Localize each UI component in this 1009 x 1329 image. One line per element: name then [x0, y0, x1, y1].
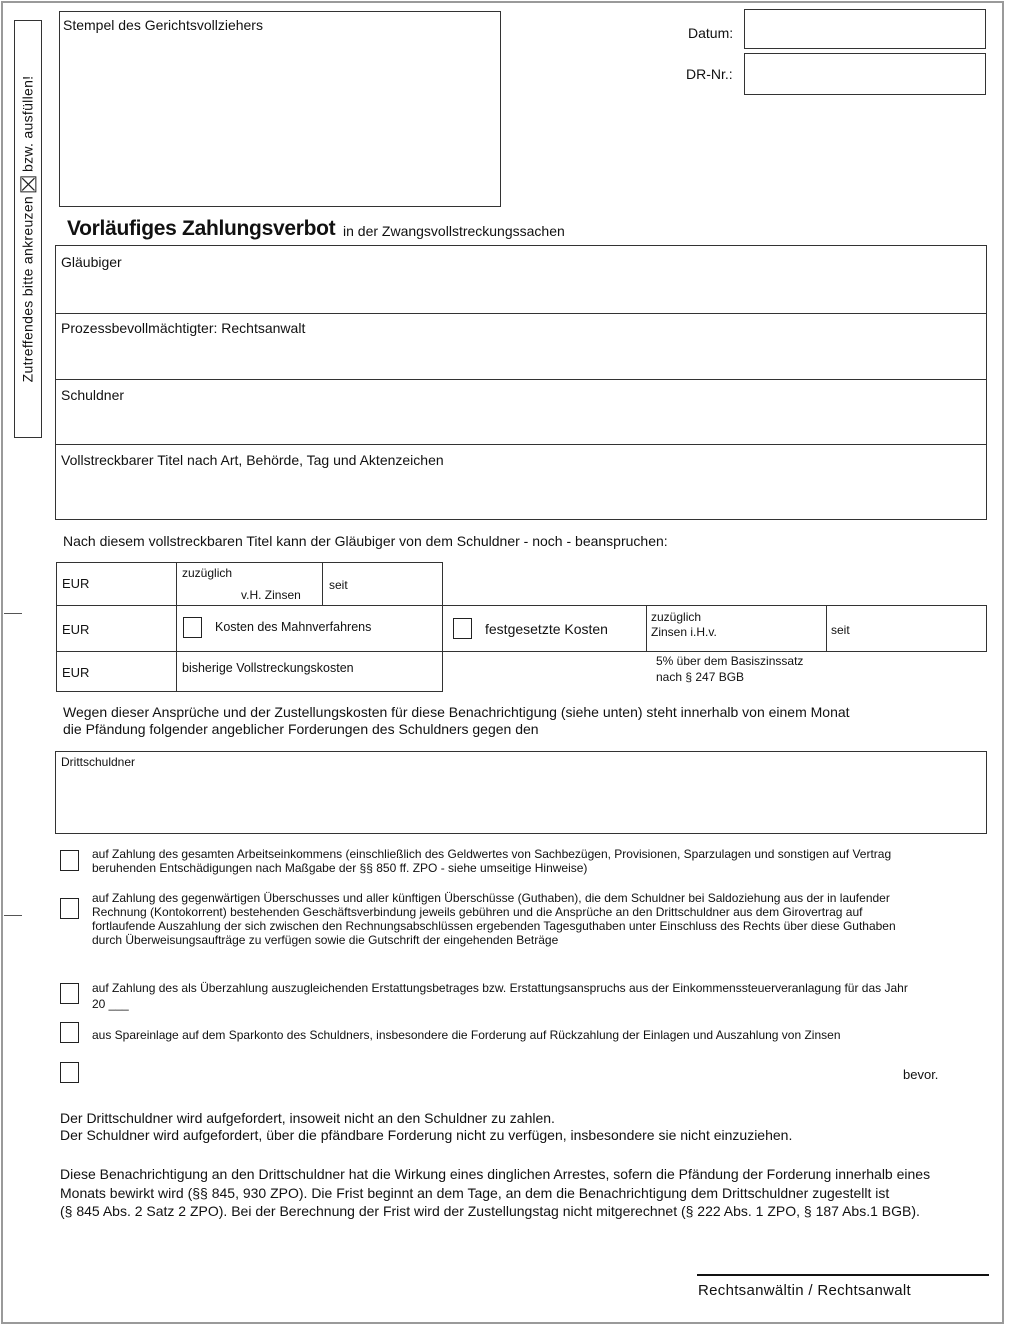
option-checkbox-steuererstattung[interactable]	[60, 983, 79, 1004]
effect-line-2: Monats bewirkt wird (§§ 845, 930 ZPO). Die Frist beginnt an dem Tage, an dem die Benachrichtigung dem Drittschuldner zugestellt ist	[60, 1185, 890, 1201]
option-spareinlage	[92, 1028, 992, 1042]
mahnverfahren-label: Kosten des Mahnverfahrens	[215, 620, 372, 634]
mahnverfahren-checkbox[interactable]	[183, 617, 202, 638]
zinsen-cell[interactable]	[176, 562, 323, 606]
eur-label-1: EUR	[62, 576, 90, 591]
datum-field[interactable]	[744, 9, 986, 49]
eur-label-3: EUR	[62, 665, 90, 680]
fold-mark	[4, 613, 22, 614]
datum-label: Datum:	[688, 25, 734, 41]
seit-label-1: seit	[329, 578, 348, 592]
option-checkbox-kontokorrent[interactable]	[60, 898, 79, 919]
effect-line-3: (§ 845 Abs. 2 Satz 2 ZPO). Bei der Berechnung der Frist wird der Zustellungstag nicht mitgerechnet (§ 222 Abs. 1 ZPO, § 187 Abs.1 BGB).	[60, 1203, 920, 1219]
bevollmaechtigter-label: Prozessbevollmächtigter: Rechtsanwalt	[61, 320, 306, 336]
option-line: auf Zahlung des gesamten Arbeitseinkommens (einschließlich des Geldwertes von Sachbezügen, Provisionen, Sparzulagen und sonstigen auf Vertrag	[92, 847, 892, 861]
glaeubiger-field[interactable]	[55, 245, 987, 314]
bevor-text: bevor.	[903, 1067, 939, 1082]
dr-number-field[interactable]	[744, 53, 986, 95]
option-steuererstattung	[92, 980, 992, 1012]
stamp-box	[59, 11, 501, 207]
festgesetzte-cell	[442, 605, 647, 652]
option-line: auf Zahlung des gegenwärtigen Überschusses und aller künftigen Überschüsse (Guthaben), die dem Schuldner bei Saldoziehung aus der in laufender	[92, 891, 890, 905]
glaeubiger-label: Gläubiger	[61, 254, 122, 270]
drittschuldner-label: Drittschuldner	[61, 755, 136, 769]
titel-label: Vollstreckbarer Titel nach Art, Behörde, Tag und Aktenzeichen	[61, 452, 444, 468]
claim-intro: Nach diesem vollstreckbaren Titel kann der Gläubiger von dem Schuldner - noch - beanspruchen:	[63, 533, 668, 549]
wegen-text-line-1: Wegen dieser Ansprüche und der Zustellungskosten für diese Benachrichtigung (siehe unten) steht innerhalb von einem Monat	[63, 704, 850, 720]
zuzueglich-label: zuzüglich	[182, 566, 233, 580]
vollstreckungskosten-cell[interactable]	[176, 651, 443, 692]
option-checkbox-spareinlage[interactable]	[60, 1022, 79, 1043]
seit-cell-2[interactable]	[826, 605, 987, 652]
option-kontokorrent	[92, 891, 992, 947]
vh-zinsen-label: v.H. Zinsen	[241, 588, 301, 602]
drittschuldner-field[interactable]	[55, 751, 987, 834]
mahnverfahren-cell	[176, 605, 443, 652]
eur-amount-cell-1[interactable]	[56, 562, 177, 606]
eur-label-2: EUR	[62, 622, 90, 637]
dr-number-label: DR-Nr.:	[686, 66, 733, 82]
option-checkbox-sonstiges[interactable]	[60, 1062, 79, 1083]
side-instruction-text-2: bzw. ausfüllen!	[19, 75, 36, 172]
signature-line	[697, 1274, 989, 1276]
option-line: beruhenden Entschädigungen nach Maßgabe der §§ 850 ff. ZPO - siehe umseitige Hinweise)	[92, 861, 588, 875]
option-line: durch Überweisungsaufträge zu verfügen sowie die Gutschrift der eingehenden Beträge	[92, 933, 559, 947]
festgesetzte-label: festgesetzte Kosten	[485, 621, 608, 637]
wegen-text-line-2: die Pfändung folgender angeblicher Forderungen des Schuldners gegen den	[63, 721, 539, 737]
festgesetzte-checkbox[interactable]	[453, 618, 472, 639]
effect-line-1: Diese Benachrichtigung an den Drittschuldner hat die Wirkung eines dinglichen Arrestes, sofern die Pfändung der Forderung innerhalb eines	[60, 1166, 931, 1182]
option-line: 20 ___	[92, 997, 129, 1011]
zinsen-ihv-cell[interactable]	[646, 605, 827, 652]
side-instruction	[14, 20, 42, 438]
zuzueglich-label-2: zuzüglich	[651, 610, 702, 624]
vollstreckungskosten-label: bisherige Vollstreckungskosten	[182, 661, 354, 675]
option-line: fortlaufende Auszahlung der sich zwischen den Rechnungsabschlüssen ergebenden Tagesguthaben unter Einschluss des Rechts über diese Guthaben	[92, 919, 896, 933]
option-line: Rechnung (Kontokorrent) bestehenden Geschäftsverbindung jeweils gebühren und die Ansprüche an den Drittschuldner aus dem Girovertrag auf	[92, 905, 863, 919]
bevollmaechtigter-field[interactable]	[55, 313, 987, 380]
fold-mark	[4, 915, 22, 916]
checked-box-icon	[21, 176, 37, 192]
document-title: Vorläufiges Zahlungsverbot	[67, 217, 336, 240]
option-arbeitseinkommen	[92, 847, 992, 875]
eur-amount-cell-2[interactable]	[56, 605, 177, 652]
basiszins-line-1: 5% über dem Basiszinssatz	[656, 654, 804, 668]
schuldner-field[interactable]	[55, 379, 987, 445]
seit-label-2: seit	[831, 623, 850, 637]
option-line: auf Zahlung des als Überzahlung auszugleichenden Erstattungsbetrages bzw. Erstattungsanspruchs aus der Einkommenssteuerveranlagung für das Jahr	[92, 981, 908, 995]
notice-drittschuldner: Der Drittschuldner wird aufgefordert, insoweit nicht an den Schuldner zu zahlen.	[60, 1110, 555, 1126]
document-subtitle: in der Zwangsvollstreckungssachen	[343, 223, 565, 239]
basiszins-line-2: nach § 247 BGB	[656, 670, 745, 684]
notice-schuldner: Der Schuldner wird aufgefordert, über die pfändbare Forderung nicht zu verfügen, insbesondere sie nicht einzuziehen.	[60, 1127, 793, 1143]
titel-field[interactable]	[55, 444, 987, 520]
option-line: aus Spareinlage auf dem Sparkonto des Schuldners, insbesondere die Forderung auf Rückzahlung der Einlagen und Auszahlung von Zinsen	[92, 1028, 841, 1042]
stamp-label: Stempel des Gerichtsvollziehers	[63, 17, 263, 33]
seit-cell-1[interactable]	[322, 562, 443, 606]
schuldner-label: Schuldner	[61, 387, 125, 403]
signature-label: Rechtsanwältin / Rechtsanwalt	[698, 1282, 911, 1299]
side-instruction-text: Zutreffendes bitte ankreuzen	[19, 195, 36, 383]
eur-amount-cell-3[interactable]	[56, 651, 177, 692]
zinsen-ihv-label: Zinsen i.H.v.	[651, 625, 717, 639]
option-checkbox-arbeitseinkommen[interactable]	[60, 850, 79, 871]
